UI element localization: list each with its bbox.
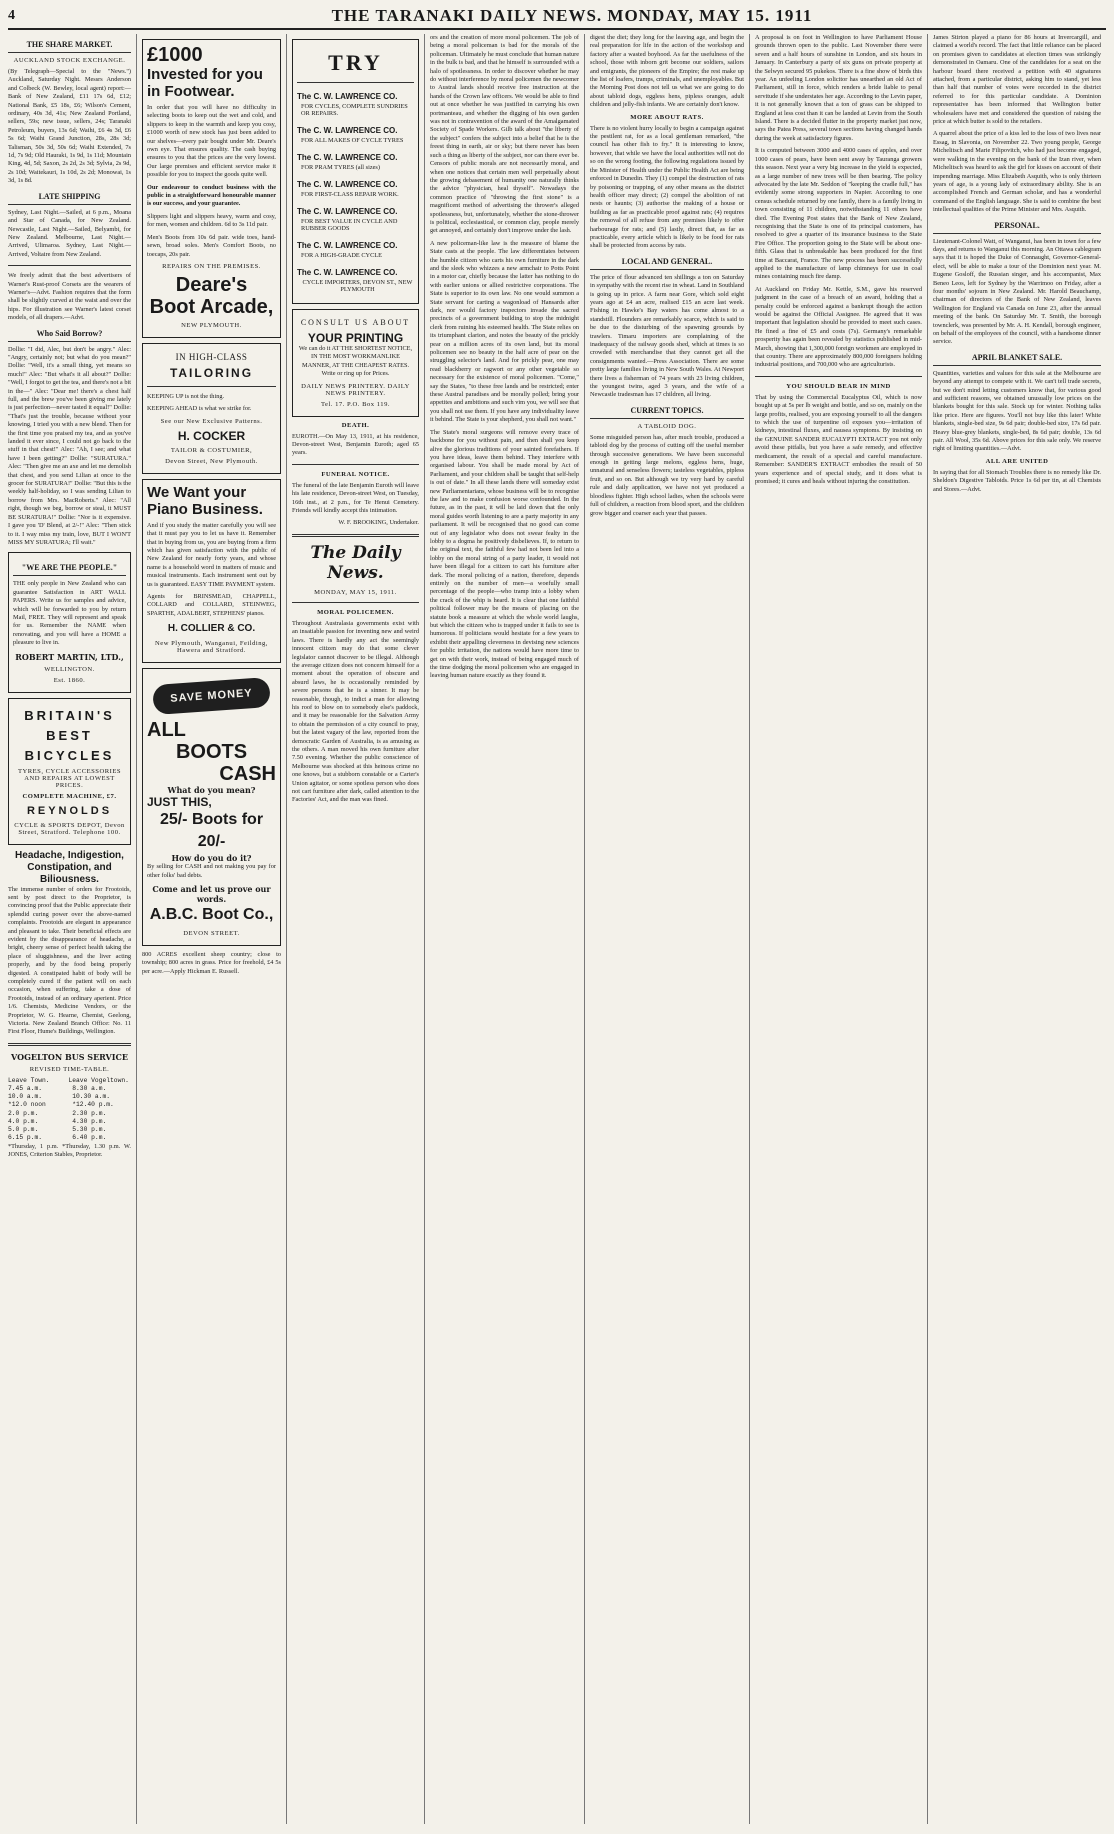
cash-heading: CASH (219, 763, 276, 786)
local-text-2: A proposal is on foot in Wellington to have Parliament House grounds thrown open to the public. Last November there were seven and a half hours of sunshine in London, and six hours in January. In Canterbury a party of six guns on private property at the Selwyn secured 95 pukekos. There is a fine show of birds this year. An unfeeling London solicitor has unearthed an old Act of Parliament, still in force, which renders a bride liable to penal servitude if she understates her age. According to the Levin paper, it is not generally known that a ton of grass can be shipped to England at less cost than it can be landed at Levin from the South Island. There is a decided flutter in the property market just now, says the Patea Press, several town sections having changed hands during the week at satisfactory figures. (755, 34, 922, 142)
undertaker: W. F. BROOKING, Undertaker. (338, 519, 419, 527)
lawrence-sub-6: FOR A HIGH-GRADE CYCLE (301, 252, 382, 259)
printing-ad (292, 309, 419, 417)
personal-heading: PERSONAL. (933, 221, 1101, 234)
bear-in-mind-heading: YOU SHOULD BEAR IN MIND (786, 382, 891, 390)
column-7 (927, 34, 1106, 1824)
printing-heading: YOUR PRINTING (307, 331, 404, 345)
bus-timetable: Leave Town. Leave Vogeltown. 7.45 a.m. 8.30 a.m. 10.0 a.m. 10.30 a.m. *12.0 noon *12.40 p.m. 2.0 p.m. 2.30 p.m. 4.0 p.m. 4.30 p.m. 5.0 p.m. 5.30 p.m. 6.15 p.m. 6.40 p.m. (8, 1076, 129, 1142)
how-text: By selling for CASH and not making you pay for other folks' bad debts. (147, 863, 276, 879)
local-text-4: At Auckland on Friday Mr. Kettle, S.M., gave his reserved judgment in the case of a breach of an award, holding that a penalty could be enforced against a bankrupt though the action would be against the Official Assignee. He agreed that it was important that legislation should be provided to meet such cases. He fined a fine of £5 and costs (7s). Germany's remarkable prosperity has again been revealed by statistics published in mid-March, showing that 1,300,000 foreign workmen are employed in that country. There are approximately 800,000 foreigners holding industrial positions, and 700,000 who are agriculturists. (755, 285, 922, 369)
just-this: JUST THIS, (147, 795, 212, 810)
column-4 (424, 34, 584, 1824)
funeral-text: The funeral of the late Benjamin Euroth will leave his late residence, Devon-street West, on Tuesday, 16th inst., at 2 p.m., for Te Henui Cemetery. Friends will kindly accept this intimation. (292, 481, 419, 515)
frootoids-text: The immense number of orders for Frootoids, sent by post direct to the Proprietor, is convincing proof that the Public appreciate their splendid curing power over the above-named complaints. Frootoids are elegant in appearance and pleasant to take. Their beneficial effects are evident by the disappearance of headache, a bright, cheery sense of perfect health taking the place of sluggishness, and the liver acting properly, and by the food being properly digested. A constipated habit of body will be completely cured if the patient will on each occasion, when suffering, take a dose of Frootoids, instead of an ordinary aperient. Price 1/6. Chemists, Medicine Vendors, or the Proprietor, W. G. Hearne, Chemist, Geelong, Victoria. New Zealand Branch Office: No. 11 First Floor, Hume's Buildings, Wellington. (8, 885, 131, 1036)
bus-service-title: VOGELTON BUS SERVICE (11, 1051, 128, 1062)
lawrence-line-7: The C. W. LAWRENCE CO. (297, 268, 398, 277)
britains-heading: BRITAIN'S (24, 707, 115, 723)
piano-ad (142, 479, 281, 663)
local-text-3: It is computed between 3000 and 4000 cases of apples, and over 1000 cases of pears, have been sent away by Tauranga growers this season. Next year a very big increase in the yield is expected, as a large number of new trees will be then bearing. The policy advocated by the late Mr. Seddon of "keeping the cradle full," has evidently some strong supporters in Napier. According to one census schedule returned by one family, there is a family living in town consisting of 11 children, notwithstanding 11 others have died. The Evening Post states that the Bank of New Zealand, recognising that the State is one of its principal customers, has resolved to give a quarter of its insurance business to the State Fire Office. The proportion going to the State will be about one-fifth. Glass that is unbreakable has been produced for the first time at Baccarat, France. The new process has been successfully applied to the manufacture of lamp chimneys for use in coal mines containing much fire damp. (755, 147, 922, 281)
rats-text: There is no violent hurry locally to begin a campaign against the pestilent rat, for as a local gentleman remarked, "the council has other fish to fry." It is interesting to know, however, that while we have the local authorities will not do so on the wrong footing, the following regulations issued by the Minister of Health under the Public Health Act are being enforced in Dunedin. They (1) compel the destruction of rats by poisoning or trapping, of any other means as the district health officer may direct; (2) compel the abolition of rat nests or haunts; (3) authorise the making of a house or building as far as practicable proof against rats; (4) requires the removal of all refuse from any premises likely to offer harbourage for rats; and (5) lastly, direct that, as far as practicable, every article which is likely to be food for rats shall be protected from access by rats. (590, 124, 744, 250)
personal-text: Lieutenant-Colonel Watt, of Wanganui, has been in town for a few days, and returns to Wanganui this morning. An Ottawa cablegram says that it is hoped the Duke of Connaught, Governor-General-elect, will be able to make a tour of the Dominion next year. M. Eugene Gosloff, the Russian singer, and his accompanist, Max Beneo Leos, left for Sydney by the Warrimoo on Friday, after a four months' sojourn in New Zealand. Mr. Harold Beauchamp, chairman of directors of the Bank of New Zealand, leaves Wellington for England via Canada on June 23, after the annual meeting of the bank. On Saturday Mr. T. Smith, the borough townclerk, was presented by Mr. A. H. Kendall, borough engineer, on behalf of the employees of the council, with a handsome dinner service. (933, 237, 1101, 346)
printery-name: DAILY NEWS PRINTERY. DAILY NEWS PRINTERY. (301, 382, 410, 397)
tailoring-ad (142, 343, 281, 474)
divider (297, 82, 414, 83)
borrow-dialogue: Dollie: "I did, Alec, but don't be angry." Alec: "Angry, certainly not; but what do you mean?" Dollie: "Well, it's a small thing, yet means so much!" Alec: "But what's it all about?" Dollie: "Well, I forgot to get the tea, and there's not a bit in the—" Alec: "Dear me! there's a chest half full, and the brew you've been giving me lately is just perfection—never tasted it equal!" Dollie: "That's just the trouble, because without your knowing, I tried you with a new blend. Then for the first time you praised my tea, and as you've landed it ever since, I could not go back to the stuff in that chest!" Alec: "Ah, I see; and what have I been getting?" Dollie: "SURATURA." Alec: "Then give me an axe and let me demolish that chest, and you send Lilian at once to the grocer for SURATURA!" Dollie: "But this is the weekly half-holiday, so I was sending Lilian to borrow from Mrs. MacRoberts." Alec: "All right, though we beg, borrow or steal, it MUST BE SURATURA!" Dollie: "Nor is it expensive. I gave you 'D' Blend, at 2/-!" Alec: "Then stick to it. I way miss my train, love, BUT I WON'T MISS MY SURATURA; I'll wait." (8, 345, 131, 546)
moral-heading: MORAL POLICEMEN. (317, 608, 394, 616)
rats-heading: MORE ABOUT RATS. (630, 113, 704, 121)
footwear-ad (142, 39, 281, 338)
shipping-heading: LATE SHIPPING (8, 192, 131, 205)
try-heading: TRY (328, 50, 383, 75)
united-text: In saying that for all Stomach Troubles there is no remedy like Dr. Sheldon's Digestive Tabloids. Price 1s 6d per tin, at all Chemists and Stores.—Advt. (933, 468, 1101, 493)
current-topics-heading: CURRENT TOPICS. (590, 406, 744, 419)
borrow-heading: Who Said Borrow? (8, 329, 131, 342)
patterns-text: See our New Exclusive Patterns. (160, 417, 263, 425)
tailoring-heading: TAILORING (169, 365, 254, 380)
divider (292, 464, 419, 465)
lawrence-sub-1: FOR CYCLES, COMPLETE SUNDRIES OR REPAIRS. (301, 103, 408, 117)
column-3 (286, 34, 424, 1824)
piano-text: And if you study the matter carefully you will see that it must pay you to let us have it. Remember that in buying from us, you are buying from a firm which has given satisfaction with the public of New Zealand for nearly forty years, and whose name is a household word in matters of music and musical instruments. Each instrument sent out by us is guaranteed. EASY TIME PAYMENT system. (147, 521, 276, 588)
editorial-text-2: ors and the creation of more moral policemen. The job of being a moral policeman is bad for the morals of the policeman. Ultimately he must conclude that human nature in the bulk is bad, and that he himself is surrounded with a halo of spotlessness. In order to discover whether he may do without interference by moral policemen the newcomer to Austral lands should receive free instruction at the hands of the Crown law officers. We would be able to find out at once whether he was justified in carrying his own portmanteau, and whether the digging of his own garden was not in contravention of the award of the Amalgamated Society of Spade Workers. Gilb talk about "the liberty of the subject" confers the subject into a belief that he is the freest thing in earth, air or sky; but there never has been such a thing as liberty of the subject, nor can there ever be. Censors of public morals are not necessarily moral, and when one notices that certain men well perpetually about the growing debasement of humanity one naturally thinks the advice "physician, heal thyself". Nowadays the common practice of "throwing the first stone" is a magnificent method of advertising the thrower's alleged spotlessness, but, unfortunately, whether the stone-thrower is political, ecclesiastical, or common clay, people merely get annoyed, and certainly don't improve under the lash. (430, 34, 579, 235)
boot-cash-ad (142, 668, 281, 946)
lawrence-line-5: The C. W. LAWRENCE CO. (297, 207, 398, 216)
column-1 (8, 34, 136, 1824)
lawrence-sub-3: FOR PRAM TYRES (all sizes) (301, 164, 380, 171)
blanket-sale-text: Quantities, varieties and values for this sale at the Melbourne are beyond any attempt to compete with it. We can't tell trade secrets, but we don't mind letting customers know that, for various good and sufficient reasons, we obtained unusually low prices on the blankets bought for this sale. Stock up for winter. Nothing talks like price. Here are figures. You'll not buy like this later! White blankets, single-bed size, 9s 6d pair; double-bed size, 17s 6d pair. Heavy blue-grey blankets, single-bed, 8s 6d pair; double, 13s 6d pair. All Wool, 35s 6d. Above prices for this sale only. We reserve right of limiting quantities.—Advt. (933, 369, 1101, 453)
divider (292, 534, 419, 537)
editorial-text: Throughout Australasia governments exist with an insatiable passion for inventing new and weird laws. There is hardly any act the seemingly innocent citizen may do that some clever legislator cannot discover to be illegal. Although the average citizen does not concern himself for a moment about the operation of obscure and absurd laws, he is occasionally reminded by severe persons that he is a sinner. It may be reasonable, though, to indict a man for allowing his roof to blow on to somebody else's paddock, and it may be reasonable for the Salvation Army to obtain the permission of a city council to pray, but the latest vagary of the law, reported from the democratic Garden of Australia, is as amusing as the others. A man moved his own furniture after 7.50 evening. Whether the public conscience of Melbourne was shocked at this heinous crime no one knows, but a stubborn constable or a Carter's Union agitator, or some spotless person who does not cart furniture after dark, called attention to the Factories' Act, and the man was fined. (292, 619, 419, 804)
arcade-location: NEW PLYMOUTH. (181, 321, 242, 329)
divider (8, 1043, 131, 1046)
editorial-date: MONDAY, MAY 15, 1911. (314, 588, 397, 596)
share-market-heading: THE SHARE MARKET. (8, 40, 131, 53)
blanket-sale-heading: APRIL BLANKET SALE. (933, 353, 1101, 366)
divider (147, 386, 276, 387)
save-money-badge: SAVE MONEY (152, 677, 271, 715)
lawrence-sub-4: FOR FIRST-CLASS REPAIR WORK. (301, 191, 399, 198)
page-number: 4 (8, 8, 15, 23)
endeavour-text: Our endeavour to conduct business with the public in a straightforward honourable manner is our success, and your guarantee. (147, 183, 276, 208)
piano-agents: Agents for BRINSMEAD, CHAPPELL, COLLARD and COLLARD, STEINWEG, SPARTHE, ADALBERT, STEPHENS' pianos. (147, 592, 276, 617)
death-heading: DEATH. (341, 421, 370, 429)
people-heading: "WE ARE THE PEOPLE." (13, 563, 126, 576)
keeping-up-text: KEEPING UP is not the thing. (147, 392, 225, 400)
stock-exchange-subheading: AUCKLAND STOCK EXCHANGE. (13, 57, 126, 64)
bicycles-heading: BICYCLES (24, 747, 115, 763)
column-2 (136, 34, 286, 1824)
lawrence-line-3: The C. W. LAWRENCE CO. (297, 153, 398, 162)
lawrence-sub-2: FOR ALL MAKES OF CYCLE TYRES (301, 137, 404, 144)
how-question: How do you do it? (171, 853, 252, 864)
united-heading: ALL ARE UNITED (985, 457, 1049, 465)
divider (8, 265, 131, 266)
divider (755, 376, 922, 377)
invested-heading: Invested for you in Footwear. (147, 66, 263, 100)
divider (292, 602, 419, 603)
headache-heading: Headache, Indigestion, Constipation, and Biliousness. (15, 849, 124, 885)
paper-nameplate: The Daily News. (310, 542, 401, 583)
people-text: THE only people in New Zealand who can guarantee Satisfaction in ART WALL PAPERS. Write us for samples and advice, which will be forwarded to you by return Mail, FREE. They will represent and speak for us. Remember the NAME when renovating, and you will have a HOME a pleasure to live in. (13, 580, 126, 647)
lawrence-line-4: The C. W. LAWRENCE CO. (297, 180, 398, 189)
column-6 (749, 34, 927, 1824)
tyres-text: TYRES, CYCLE ACCESSORIES AND REPAIRS AT LOWEST PRICES. (17, 767, 122, 789)
piano-heading: We Want your Piano Business. (147, 483, 263, 518)
lawrence-sub-5: FOR BEST VALUE IN CYCLE AND RUBBER GOODS (301, 218, 398, 232)
printing-text: We can do it AT THE SHORTEST NOTICE, IN THE MOST WORKMANLIKE MANNER, AT THE CHEAPEST RATES. Write or ring up for Prices. (298, 345, 413, 378)
newspaper-page (8, 4, 1106, 1826)
eucalyptus-text: That by using the Commercial Eucalyptus Oil, which is now bought up at 5s per lb weight and bottle, and so on, mainly on the large profits, realised, you are exposing yourself to all the dangers to which the use of turpentine oil exposes you—irritation of kidneys, intestinal fluxes, and nausea symptoms. By insisting on the GENUINE SANDER EUCALYPTI EXTRACT you not only avoid these pitfalls, but you have a safe remedy, and effective medicament, the result of a special and careful manufacture. Remember: SANDER'S EXTRACT embodies the result of 50 years experience and of special study, and it does what is promised; it cures and heals without injuring the constitution. (755, 393, 922, 485)
footwear-text: In order that you will have no difficulty in selecting boots to keep out the wet and cold, and slippers to keep in the warmth and keep you cosy, £1000 worth of new stock has just been added to our shelves—every pair bought under Mr. Deare's own eye. That ensures quality. The cash buying ensures to you that the prices are the very lowest. Our large premises and efficient service make it possible for you to inspect the goods quite well. (147, 104, 276, 179)
local-text-5: James Stirton played a piano for 86 hours at Invercargill, and claimed a world's record. The fact that little reliance can be placed on promises given to candidates at election times was strikingly demonstrated in Oamaru. One of the candidates for a seat on the harbour board there received a petition with 40 signatures attached, from a particular district, asking him to stand, yet less than half that number of votes were recorded in the district referred to for this particular candidate. A Dominion representative has been informed that Wellington butter wholesalers have met and considered the question of raising the price at which butter is sold to the retailers. (933, 34, 1101, 126)
tabloid-dog-text: Some misguided person has, after much trouble, produced a tabloid dog by the process of cutting off the useful member through successive generations. We have been successful enough in getting large melons, eggless hens, huge, unnatural and senseless flowers; tasteless vegetables, pipless fruit, and so on. But although we try very hard by careful rule and daily application, we have not yet produced a bloodless fighter. High school ladies, when the schools were full of children, a reaction from blood sport, and the children grow bigger and coarser each year that passes. (590, 433, 744, 517)
local-general-text: The price of flour advanced ten shillings a ton on Saturday in sympathy with the recent rise in wheat. Land in Southland is going up in price. A farm near Gore, which sold eight years ago at £4 an acre, realised £15 an acre last week. Fishing in Hawke's Bay waters has come almost to a standstill. Flounders are remarkably scarce, which is said to be due to the disturbing of the spawning grounds by trawlers. Timaru importers are complaining of the inadequacy of the railway goods shed, which at times is so crowded with merchandise that they cannot get all the consignments wanted.—Press Association. There are some pretty large families living in New South Wales. At Newport there lives a fisherman of 74 years with 23 living children, the youngest twins, aged 3 years, and the wife of a Newcastle tradesman has 17 children, all living. (590, 273, 744, 399)
arcade-heading: Boot Arcade, (149, 295, 274, 318)
boots-price: 25/- Boots for 20/- (159, 811, 264, 851)
masthead (8, 4, 1106, 30)
high-class-heading: IN HIGH-CLASS (175, 351, 248, 362)
consult-heading: CONSULT US ABOUT (300, 318, 411, 327)
local-text-6: A quarrel about the price of a kiss led to the loss of two lives near Essag, in Slavonia, on November 22. Two young people, George Michelitsch and Marie Filipovitch, who had just become engaged, were walking in the evening on the bank of the Izan river, when Michelitsch was heard to ask the girl for kisses on account of their impending marriage. Miss Elizabeth Asquith, who is only thirteen years of age, is a young lady of extraordinary ability. She is an accomplished French and German scholar, and has a wonderful command of the English language. She is said to combine the best intellectual qualities of the Prime Minister and Mrs. Asquith. (933, 130, 1101, 214)
lawrence-sub-7: CYCLE IMPORTERS, DEVON ST., NEW PLYMOUTH (302, 279, 413, 293)
abc-boot-name: A.B.C. Boot Co., (149, 906, 274, 923)
amount-heading: £1000 (147, 44, 203, 66)
best-heading: BEST (46, 727, 93, 743)
lawrence-line-2: The C. W. LAWRENCE CO. (297, 126, 398, 135)
printery-contact: Tel. 17. P.O. Box 119. (320, 400, 391, 408)
lawrence-line-1: The C. W. LAWRENCE CO. (297, 92, 398, 101)
editorial-text-4: The State's moral surgeons will remove every trace of backbone for you without pain, and then shall you keep alive the glorious traditions of your sainted forefathers. If you have ideas, leave them behind. They interfere with organised labour. You shall be made moral by Act of Parliament, and your children shall be taught that self-help is out of date." In all these lands there will someday exist new Parliamentarians, whose business will be to recognise the law and to make confusion worse confounded. In the future, as in the past, it will be laid down that the only moral guides worth listening to are a party majority in any parliament. It will be recognised that no good can come out of any legislator who does not swear fealty in the lobby to a dogma he positively disbelieves. If, to return to the original text, the faithful few had not been led into a lobby on the moral string of a party leader, it would not have been illegal for a citizen to cart his furniture after dark. The moral policing of a nation, therefore, depends entirely on the number of men—a woefully small percentage of the people—who tramp into a lobby when the crack of the whip is heard. It is clear that one faithful political follower may be the means of placing on the statute book a measure at which the whole world laughs, but which the citizen who is trapped under it fails to see is humorous. If politicians would hesitate for a few years to exhibit their appalling cleverness in devising new sciences for public irritation, the nations would have more time to get on with their work, instead of being engaged much of the time dodging the moral policemen who are engaged in leaving human nature exactly as they found it. (430, 428, 579, 680)
mens-boots-text: Men's Boots from 10s 6d pair. wide toes, hand-sewn, broad soles. Men's Comfort Boots, no toecaps, 20s pair. (147, 233, 276, 258)
prove-text: Come and let us prove our words. (152, 884, 271, 904)
timetable-footer: *Thursday, 1 p.m. *Thursday, 1.30 p.m. W. JONES, Criterion Stables, Proprietor. (8, 1142, 131, 1158)
newspaper-title: THE TARANAKI DAILY NEWS. MONDAY, MAY 15. 1911 (331, 6, 813, 25)
corset-notice: We freely admit that the best advertisers of Warner's Rust-proof Corsets are the wearers of Warner's—Advt. Fashion requires that the form shall be slightly curved at the waist and over the hips. For illustration see Warner's latest corset models, of all drapers.—Advt. (8, 272, 131, 322)
wallpaper-ad (8, 552, 131, 692)
reynolds-address: CYCLE & SPORTS DEPOT, Devon Street, Stratford. Telephone 100. (14, 821, 125, 836)
lawrence-ad (292, 39, 419, 304)
death-text: EUROTH.—On May 13, 1911, at his residence, Devon-street West, Benjamin Euroth; aged 65 years. (292, 432, 419, 457)
mean-question: What do you mean? (167, 785, 256, 796)
robert-established: Est. 1860. (53, 676, 86, 684)
robert-place: WELLINGTON. (44, 665, 95, 673)
local-general-heading: LOCAL AND GENERAL. (590, 257, 744, 270)
column-5 (584, 34, 749, 1824)
topics-text-continued: digest the diet; they long for the leaving age, and begin the real preparation for life in the action of the workshop and factory after a wasted boyhood. As far the usefulness of the school, those with inborn grit become our soldiers, sailors and emigrants, the pioneers of the Empire; the rest make up the list of loafers, tramps, criminals, and unemployables. But the Morning Post does not tell us what we are going to do about tabloid dogs, eggless hens, pipless oranges, adult children and jelly-fish infants. We are certainly don't know. (590, 34, 744, 109)
lawrence-line-6: The C. W. LAWRENCE CO. (297, 241, 398, 250)
collier-name: H. COLLIER & CO. (167, 623, 256, 635)
all-heading: ALL (147, 719, 186, 742)
shipping-text: Sydney, Last Night.—Sailed, at 6 p.m., Moana and Star of Canada, for New Zealand. Newcastle, Last Night.—Sailed, Belyambi, for New Zealand. Melbourne, Last Night.—Arrived, Ulimaroa. Sydney, Last Night.—Arrived, Voltaire from New Zealand. (8, 208, 131, 258)
cocker-address: Devon Street, New Plymouth. (165, 457, 258, 465)
bicycles-ad (8, 698, 131, 845)
slippers-text: Slippers light and slippers heavy, warm and cosy, for men, women and children. 6d to 3s 11d pair. (147, 212, 276, 229)
tabloid-dog-heading: A TABLOID DOG. (637, 422, 697, 430)
share-market-text: (By Telegraph—Special to the "News.") Auckland, Saturday Night. Messrs Anderson and Colbeck (W. Bewley, local agent) report:—Bank of New Zealand, £11 17s 6d, £12; National Bank, £5 18s, £6; Wilson's Cement, ordinary, 40s 3d, 41s; New Zealand Portland, sellers, 59s; new issue, sellers, 24s; Taranaki Petroleum, buyers, 13s 6d; Waihi, £6 4s 3d, £6 5s 6d; Waihi Grand Junction, 28s, 28s 3d; Talisman, 50s 3d, 50s 6d; Waihi Extended, 7s 1d, 7s 9d; Old Hauraki, 1s 9d, 1s 11d; Mountain King, 4d, 5d; Saxon, 2s 2d, 2s 3d; Sylvia, 2s 9d, 2s 10d; Waitekauri, 1s 10d, 2s 2d; Monowai, 1s 3d, 1s 8d. (8, 68, 131, 185)
robert-martin: ROBERT MARTIN, LTD., (15, 651, 124, 662)
complete-machine: COMPLETE MACHINE, £7. (22, 792, 117, 800)
deares-heading: Deare's (175, 273, 248, 296)
reynolds-name: REYNOLDS (26, 804, 113, 817)
cocker-trade: TAILOR & COSTUMIER, (170, 446, 253, 454)
boots-heading: BOOTS (175, 741, 248, 764)
abc-address: DEVON STREET. (183, 930, 240, 937)
timetable-subheading: REVISED TIME-TABLE. (29, 1065, 110, 1073)
funeral-heading: FUNERAL NOTICE. (321, 470, 390, 478)
keeping-ahead-text: KEEPING AHEAD is what we strike for. (147, 405, 252, 413)
collier-branches: New Plymouth, Wanganui, Feilding, Hawera and Stratford. (155, 640, 268, 655)
repairs-text: REPAIRS ON THE PREMISES. (162, 262, 261, 270)
cocker-name: H. COCKER (177, 428, 246, 443)
acres-notice: 800 ACRES excellent sheep country; close to township; 800 acres in grass. Price for freehold, £4 5s per acre.—Apply Hickman E. Russell. (142, 951, 281, 975)
editorial-text-3: A new policeman-like law is the measure of blame the State casts at the people. The law differentiates between the humble citizen who carts his own furniture in the dark and the sleek who whizzes a new armchair to Potts Point in a motor car, chiefly because the latter has nothing to do with earlier unions or allied restrictive corporations. The State is superior to its own law. No one would summon a State servant for carting a wagonload of Hansards after dark, nor would factory inspectors invade the sacred precincts of a government building to stop the midnight clerk from ruining his esteemed health. The State relies on its triumphant clarion, and notes the beauty of the prickly pear on a million acres of its own land, but its moral policemen see no beauty in the half acre of pear on the struggling selector's land. And for prickly pear, one may read blackberry or ragwort or any other vegetable so necessary for the existence of moral policemen. "Come," say the States, "to these free lands and be restricted; enter these Austral paradises and be morally polled; bring your appetites and ambitions and such vim you, we will see that you shall not use them. If you have any individuality leave it behind. The State is your shepherd, you shall not want." (430, 239, 579, 424)
